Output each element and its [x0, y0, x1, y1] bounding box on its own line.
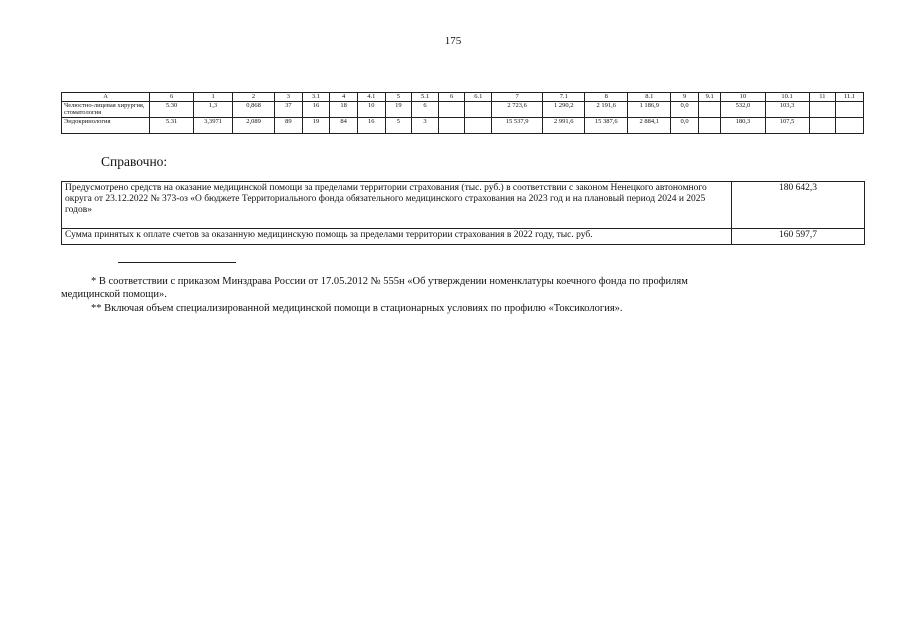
- footnote-1: [61, 275, 861, 301]
- table-cell: 0,0: [671, 101, 699, 117]
- column-header: 9.1: [698, 93, 721, 102]
- footnote-separator: [118, 262, 236, 263]
- table-cell: 532,0: [721, 101, 765, 117]
- table-row: [62, 101, 864, 117]
- table-cell: 10: [357, 101, 385, 117]
- column-header: 3.1: [302, 93, 330, 102]
- column-header: 4: [330, 93, 358, 102]
- table-cell: 16: [302, 101, 330, 117]
- table-cell: [809, 101, 836, 117]
- table-cell: 18: [330, 101, 358, 117]
- table-cell: [465, 101, 492, 117]
- table-cell: 19: [302, 117, 330, 133]
- table-cell: 5.31: [150, 117, 194, 133]
- table-cell: 6: [412, 101, 439, 117]
- column-header: 5: [385, 93, 412, 102]
- data-table: [61, 92, 864, 134]
- table-cell: 0,0: [671, 117, 699, 133]
- reference-label: Справочно:: [101, 154, 168, 169]
- table-cell: 1,3: [194, 101, 233, 117]
- column-header: 6.1: [465, 93, 492, 102]
- reference-row: [62, 229, 865, 245]
- column-header: 11: [809, 93, 836, 102]
- table-cell: [465, 117, 492, 133]
- table-cell: 5: [385, 117, 412, 133]
- table-cell: 3: [412, 117, 439, 133]
- footnote-2: ** Включая объем специализированной медицинской помощи в стационарных условиях по профилю «Токсикология».: [91, 303, 623, 314]
- column-header: 6: [150, 93, 194, 102]
- table-cell: 1 290,2: [543, 101, 585, 117]
- reference-value: 160 597,7: [732, 229, 865, 245]
- column-header: 9: [671, 93, 699, 102]
- reference-value: 180 642,3: [732, 182, 865, 229]
- column-header: 5.1: [412, 93, 439, 102]
- column-header: 1: [194, 93, 233, 102]
- reference-text: Сумма принятых к оплате счетов за оказанную медицинскую помощь за пределами территории страхования в 2022 году, тыс. руб.: [62, 229, 732, 245]
- column-header: 7: [492, 93, 543, 102]
- table-cell: 2 884,1: [628, 117, 671, 133]
- table-cell: 5.30: [150, 101, 194, 117]
- table-cell: [836, 101, 864, 117]
- table-cell: 180,3: [721, 117, 765, 133]
- column-header: 4.1: [357, 93, 385, 102]
- reference-table: [61, 181, 865, 245]
- column-header: 8: [585, 93, 628, 102]
- column-header: 11.1: [836, 93, 864, 102]
- table-cell: 3,3971: [194, 117, 233, 133]
- reference-row: [62, 182, 865, 229]
- column-header-label: А: [62, 93, 150, 102]
- table-cell: 0,868: [233, 101, 275, 117]
- table-cell-label: Челюстно-лицевая хирургия, стоматология: [62, 101, 150, 117]
- table-cell: [698, 117, 721, 133]
- table-cell: 2 991,6: [543, 117, 585, 133]
- footnote-1-line-2: медицинской помощи».: [61, 289, 167, 300]
- table-cell: 16: [357, 117, 385, 133]
- footnote-1-line-1: * В соответствии с приказом Минздрава России от 17.05.2012 № 555н «Об утверждении номенклатуры коечного фонда по профилям: [91, 276, 688, 287]
- table-row: [62, 117, 864, 133]
- column-header: 6: [438, 93, 465, 102]
- table-cell: 15 387,6: [585, 117, 628, 133]
- table-cell-label: Эндокринология: [62, 117, 150, 133]
- table-cell: [438, 117, 465, 133]
- table-cell: 107,5: [765, 117, 809, 133]
- table-cell: 19: [385, 101, 412, 117]
- table-cell: 89: [275, 117, 303, 133]
- table-cell: [809, 117, 836, 133]
- table-cell: 2 191,6: [585, 101, 628, 117]
- table-cell: [698, 101, 721, 117]
- table-cell: 2 723,6: [492, 101, 543, 117]
- column-header: 3: [275, 93, 303, 102]
- page-number: 175: [444, 35, 462, 47]
- column-header: 10.1: [765, 93, 809, 102]
- column-header: 8.1: [628, 93, 671, 102]
- table-cell: 1 186,9: [628, 101, 671, 117]
- table-cell: 84: [330, 117, 358, 133]
- table-cell: 2,089: [233, 117, 275, 133]
- table-cell: [438, 101, 465, 117]
- reference-text: Предусмотрено средств на оказание медицинской помощи за пределами территории страхования (тыс. руб.) в соответствии с законом Ненецкого автономного округа от 23.12.2022 № 373-оз «О бюджете Территориального фонда обязательного медицинского страхования на 2023 год и на плановый период 2024 и 2025 годов»: [62, 182, 732, 229]
- column-header: 10: [721, 93, 765, 102]
- table-header-row: [62, 93, 864, 102]
- column-header: 7.1: [543, 93, 585, 102]
- table-cell: 37: [275, 101, 303, 117]
- column-header: 2: [233, 93, 275, 102]
- table-cell: 15 537,9: [492, 117, 543, 133]
- table-cell: 103,3: [765, 101, 809, 117]
- table-cell: [836, 117, 864, 133]
